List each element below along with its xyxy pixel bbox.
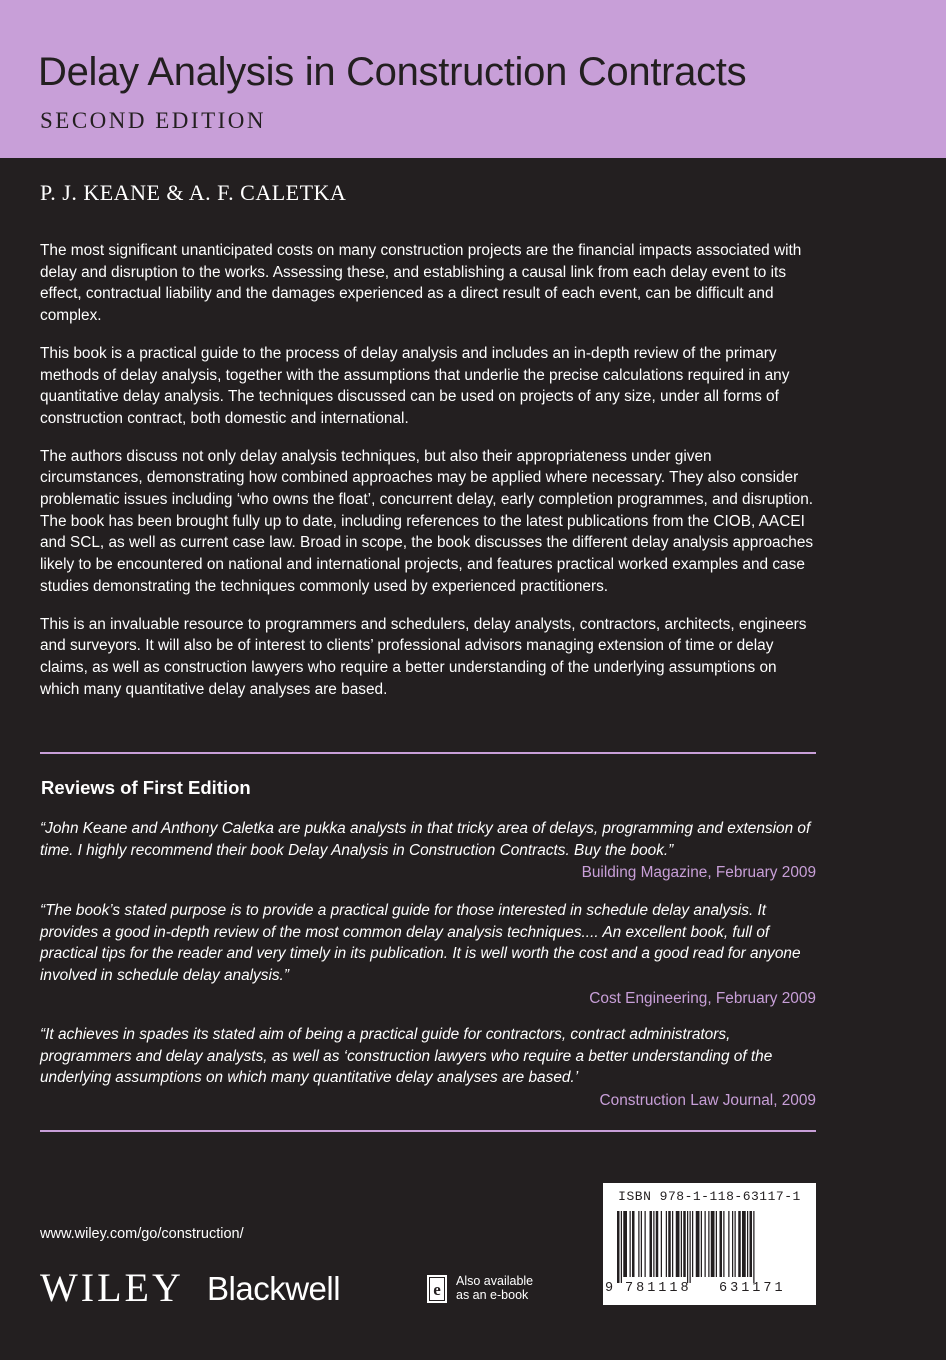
- isbn-label: ISBN 978-1-118-63117-1: [618, 1189, 801, 1204]
- barcode-bar: [653, 1211, 654, 1277]
- review-item: [40, 818, 816, 884]
- ebook-line: as an e-book: [456, 1288, 529, 1302]
- website-url[interactable]: www.wiley.com/go/construction/: [40, 1226, 244, 1242]
- barcode-bar: [676, 1211, 680, 1277]
- wiley-logo: WILEY: [40, 1265, 184, 1310]
- reviews-heading: Reviews of First Edition: [41, 777, 251, 798]
- barcode-bar: [716, 1211, 717, 1277]
- svg-text:e: e: [433, 1280, 441, 1299]
- barcode-bar: [711, 1211, 715, 1277]
- description-paragraph: This book is a practical guide to the process of delay analysis and includes an in-depth review of the primary methods of delay analysis, together with the assumptions that underlie the precise calculations required in any quantitative delay analysis. The techniques discussed can be used on projects of any size, under all forms of construction contract, both domestic and international.: [40, 344, 790, 427]
- barcode-bar: [705, 1211, 706, 1277]
- header-band: [0, 0, 946, 158]
- barcode-bar: [630, 1211, 631, 1277]
- barcode-lead-digit: 9: [605, 1281, 614, 1296]
- review-item: [40, 900, 816, 1010]
- barcode-bar: [681, 1211, 682, 1277]
- divider-top: [40, 752, 816, 754]
- description-paragraph: The most significant unanticipated costs on many construction projects are the financial impacts associated with delay and disruption to the works. Assessing these, and establishing a causal link from each delay event to its effect, contractual liability and the damages experienced as a direct result of each event, can be difficult and complex.: [40, 242, 802, 325]
- barcode-right-digits: 631171: [719, 1281, 786, 1296]
- barcode-bar: [747, 1211, 748, 1277]
- review-source: Construction Law Journal, 2009: [599, 1092, 816, 1110]
- barcode-bar: [661, 1211, 662, 1277]
- book-title: Delay Analysis in Construction Contracts: [38, 50, 747, 94]
- review-quote: “The book’s stated purpose is to provide a practical guide for those interested in schedule delay analysis. It provides a good in-depth review of the most common delay analysis techniques.... An excellent book, full of practical tips for the reader and very timely in its publication. It is well worth the cost and a good read for anyone involved in schedule delay analysis.”: [40, 902, 801, 985]
- barcode-bar: [742, 1211, 746, 1277]
- review-source: Cost Engineering, February 2009: [589, 989, 816, 1007]
- barcode-bar: [621, 1211, 622, 1283]
- review-source: Building Magazine, February 2009: [581, 864, 816, 882]
- barcode-bar: [692, 1211, 693, 1277]
- ebook-note: [456, 1274, 533, 1302]
- barcode-bar: [632, 1211, 635, 1277]
- barcode-bar: [656, 1211, 659, 1277]
- barcode-bar: [617, 1211, 620, 1283]
- review-item: [40, 1024, 816, 1112]
- description: [40, 240, 816, 716]
- barcode-bar: [687, 1211, 688, 1283]
- barcode-bar: [720, 1211, 723, 1277]
- isbn-barcode: [603, 1183, 816, 1305]
- barcode-bar: [690, 1211, 691, 1283]
- barcode-bar: [672, 1211, 673, 1277]
- authors: P. J. KEANE & A. F. CALETKA: [40, 180, 347, 205]
- barcode-bar: [735, 1211, 736, 1277]
- description-paragraph: This is an invaluable resource to programmers and schedulers, delay analysts, contractors, architects, engineers and surveyors. It will also be of interest to clients’ professional advisors managing extension of time or delay claims, as well as construction lawyers who require a better understanding of the underlying assumptions on which many quantitative delay analyses are based.: [40, 615, 807, 698]
- barcode-bar: [701, 1211, 702, 1277]
- barcode-bar: [666, 1211, 667, 1277]
- barcode-left-digits: 781118: [625, 1281, 692, 1296]
- barcode-bar: [696, 1211, 700, 1277]
- barcode-bar: [650, 1211, 653, 1277]
- divider-bottom: [40, 1130, 816, 1132]
- barcode-bar: [641, 1211, 642, 1277]
- edition-label: SECOND EDITION: [40, 108, 267, 133]
- barcode-bar: [638, 1211, 639, 1277]
- ebook-line: Also available: [456, 1274, 534, 1288]
- barcode-bar: [708, 1211, 709, 1277]
- barcode-bar: [753, 1211, 754, 1283]
- barcode-bars: [613, 1211, 806, 1283]
- barcode-bar: [623, 1211, 627, 1277]
- barcode-bar: [645, 1211, 646, 1277]
- description-paragraph: The authors discuss not only delay analysis techniques, but also their appropriateness under given circumstances, demonstrating how combined approaches may be applied where necessary. They also consider problematic issues including ‘who owns the float’, concurrent delay, early completion programmes, and disruption. The book has been brought fully up to date, including references to the latest publications from the CIOB, AACEI and SCL, as well as current case law. Broad in scope, the book discusses the different delay analysis approaches likely to be encountered on national and international projects, and features practical worked examples and case studies demonstrating the techniques commonly used by experienced practitioners.: [40, 447, 814, 595]
- barcode-bar: [723, 1211, 724, 1277]
- review-quote: “John Keane and Anthony Caletka are pukka analysts in that tricky area of delays, programming and extension of time. I highly recommend their book Delay Analysis in Construction Contracts. Buy the book.”: [40, 820, 811, 859]
- ebook-icon: [426, 1274, 448, 1304]
- review-quote: “It achieves in spades its stated aim of being a practical guide for contractors, contract administrators, programmers and delay analysts, as well as ‘construction lawyers who require a better understanding of the underlying assumptions on which many quantitative delay analyses are based.’: [40, 1026, 773, 1087]
- barcode-bar: [668, 1211, 671, 1277]
- barcode-bar: [683, 1211, 686, 1277]
- barcode-bar: [732, 1211, 733, 1277]
- barcode-bar: [750, 1211, 753, 1277]
- barcode-bar: [738, 1211, 741, 1277]
- blackwell-logo: Blackwell: [207, 1270, 341, 1307]
- barcode-bar: [728, 1211, 729, 1277]
